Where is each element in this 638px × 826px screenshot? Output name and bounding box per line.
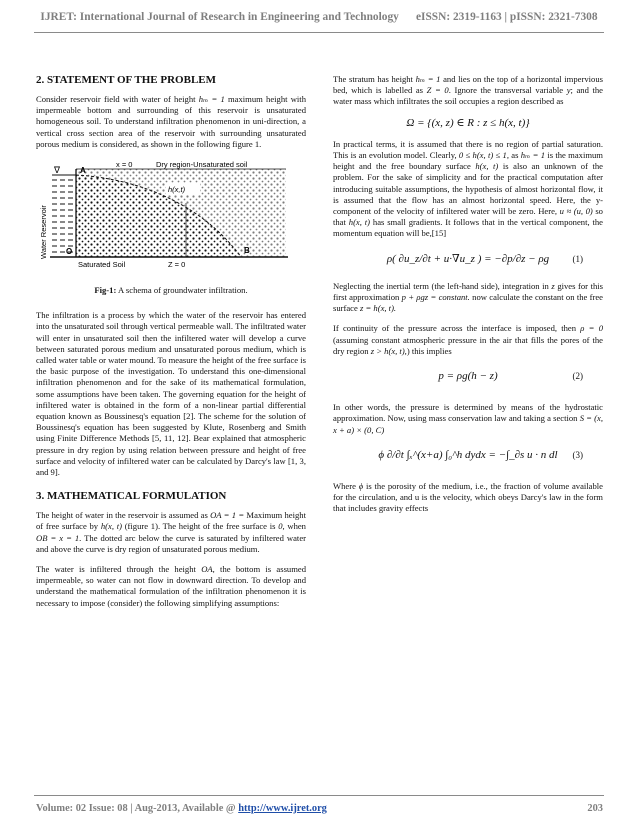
running-header <box>0 12 638 23</box>
figure-1-caption: Fig-1: A schema of groundwater infiltration. <box>94 285 248 296</box>
section-2-paragraph-1: Consider reservoir field with water of height hₘ = 1 maximum height with impermeable bottom and surrounding of this reservoir is unsaturated homogeneous soil. To understand infiltration phenomenon in uni-direction, a vertical cross section area of the reservoir with surrounding unsaturated porous medium is considered, as shown in the following figure 1. <box>36 94 306 149</box>
reservoir-water <box>52 175 76 257</box>
journal-title: IJRET: International Journal of Research in Engineering and Technology <box>40 11 399 23</box>
section-2-paragraph-2: The infiltration is a process by which the water of the reservoir has entered into the unsaturated soil through vertical permeable wall. The infiltrated water will enter in unsaturated soil then the infiltered water will develop a curve between saturated porous medium and unsaturated porous medium, which is called water table or water mound. To measure the height of the free surface is the basic purpose of the investigation. To understand this one-dimensional infiltration phenomenon and for the sake of its mathematical formulation, some assumptions have been taken. The governing equation for the height of infiltered water is obtained in the form of a non-linear partial differential equation known as Boussinesq's equation [2]. The scheme for the solution of Boussinesq's equation has been suggested by Klute, Rosenberg and Smith using Finite Difference Methods [5, 11, 12]. Bear explained that atmospheric pressure in dry region by using relation between pressure and height of free surface and velocity of infiltered water can be calculated by Darcy's law [1, 3, and 9]. <box>36 310 306 478</box>
omega-region-equation: Ω = {(x, z) ∈ R : z ≤ h(x, t)} <box>406 116 530 129</box>
fig-A-label: A <box>80 166 86 176</box>
equation-3: ϕ ∂/∂t ∫ₓ^(x+a) ∫₀^h dydx = −∫_∂s u · n dl (3) <box>378 448 583 461</box>
right-column <box>333 74 603 524</box>
fig-x0-label: x = 0 <box>116 160 133 170</box>
water-level-nabla: ∇ <box>54 165 61 176</box>
equation-1: ρ( ∂u_z/∂t + u·∇u_z ) = −∂p/∂z − ρg (1) <box>386 252 583 265</box>
math-hm: hₘ = 1 <box>198 94 225 104</box>
fig-z0-label: Z = 0 <box>168 260 186 270</box>
section-2-title: 2. STATEMENT OF THE PROBLEM <box>36 74 217 86</box>
section-3-title: 3. MATHEMATICAL FORMULATION <box>36 490 227 503</box>
left-column <box>36 74 306 618</box>
fig-O-label: O <box>66 247 73 257</box>
journal-link[interactable]: http://www.ijret.org <box>238 803 327 814</box>
water-reservoir-label: Water Reservoir <box>39 205 48 260</box>
section-3-paragraph-2: The water is infiltered through the height OA, the bottom is assumed impermeable, so water can not flow in downward direction. To develop and understand the mathematical formulation of the infiltration phenomenon it is necessary to impose (consider) the following simplifying assumptions: <box>36 564 307 608</box>
right-paragraph-4: If continuity of the pressure across the interface is imposed, then ρ = 0 (assuming constant atmospheric pressure in the air that fills the pores of the dry region z > h(x, t),) this implies <box>333 323 603 356</box>
page-number: 203 <box>587 803 603 814</box>
footer-volume: Volume: 02 Issue: 08 | Aug-2013, Available @ http://www.ijret.org <box>36 803 327 814</box>
issn-numbers: eISSN: 2319-1163 | pISSN: 2321-7308 <box>415 11 598 23</box>
right-paragraph-6: Where ϕ is the porosity of the medium, i.e., the fraction of volume available for the circulation, and u is the velocity, which obeys Darcy's law in the form that includes gravity effects <box>333 481 603 514</box>
fig-dry-label: Dry region-Unsaturated soil <box>156 160 248 170</box>
footer-rule <box>34 795 604 796</box>
fig-saturated-label: Saturated Soil <box>78 260 126 270</box>
equation-2: p = ρg(h − z) (2) <box>438 370 583 383</box>
right-paragraph-3: Neglecting the inertial term (the left-hand side), integration in z gives for this first approximation p + ρgz = constant. now calculate the constant on the free surface z = h(x, t). <box>333 280 604 314</box>
fig-B-label: B <box>244 246 250 256</box>
right-paragraph-1: The stratum has height hₘ = 1 and lies on the top of a horizontal impervious bed, which is labelled as Z = 0. Ignore the transversal variable y; and the water mass which infiltrates the soil occupies a region described as <box>333 74 603 107</box>
section-3-paragraph-1: The height of water in the reservoir is assumed as OA = 1 = Maximum height of free surface by h(x, t) (figure 1). The height of the free surface is 0, when OB = x = 1. The dotted arc below the curve is saturated by infiltered water and above the curve is dry region of unsaturated porous medium. <box>36 510 306 554</box>
header-rule <box>34 32 604 33</box>
figure-1 <box>36 159 306 277</box>
right-paragraph-2: In practical terms, it is assumed that there is no region of partial saturation. This is an evolution model. Clearly, 0 ≤ h(x, t) ≤ 1, as hₘ = 1 is the maximum height and the free boundary surface h(x, t) is also an unknown of the problem. For the sake of simplicity and for the practical computation after introducing suitable assumptions, the hypothesis of almost horizontal flow, it is assumed that the flow has an almost horizontal speed. Here, the y-component of the velocity of infiltered water will be zero. Here, u ≈ (u, 0) so that h(x, t) has small gradients. It follows that in the vertical component, the momentum equation will be,[15] <box>333 138 603 239</box>
right-paragraph-5: In other words, the pressure is determined by means of the hydrostatic approximation. Now, using mass conservation law and taking a section S = (x, x + a) × (0, C) <box>333 402 603 435</box>
fig-hxt-label: h(x,t) <box>168 185 186 195</box>
